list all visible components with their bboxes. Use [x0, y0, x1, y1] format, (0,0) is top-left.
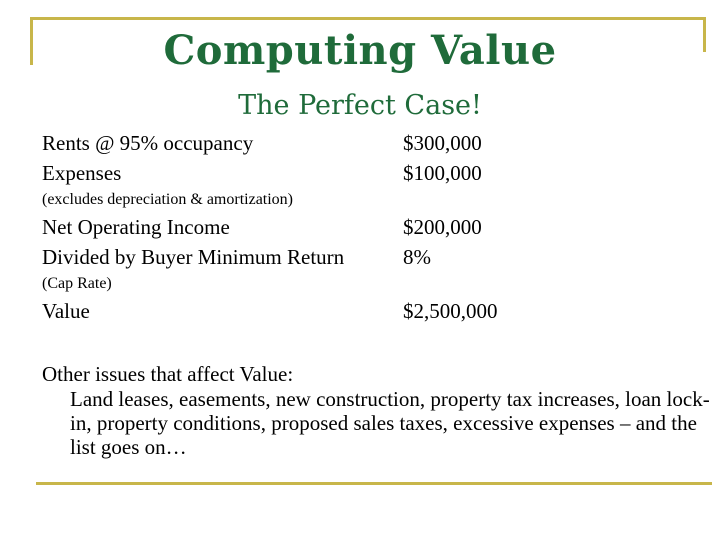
slide-title: Computing Value	[163, 27, 557, 74]
top-decorative-rule	[30, 17, 706, 20]
expenses-label: Expenses	[42, 161, 122, 185]
noi-label: Net Operating Income	[42, 215, 230, 239]
bottom-decorative-rule	[36, 482, 712, 485]
value-amount: $2,500,000	[403, 299, 498, 323]
value-label: Value	[42, 299, 90, 323]
other-issues-text: Land leases, easements, new construction, property tax increases, loan lock-in, property conditions, proposed sales taxes, excessive expenses – and the list goes on…	[70, 387, 710, 459]
rents-value: $300,000	[403, 131, 482, 155]
noi-value: $200,000	[403, 215, 482, 239]
buyer-return-label: Divided by Buyer Minimum Return	[42, 245, 345, 269]
slide-subtitle: The Perfect Case!	[238, 90, 482, 121]
rents-label: Rents @ 95% occupancy	[42, 131, 254, 155]
other-issues-heading: Other issues that affect Value:	[42, 362, 294, 386]
cap-rate-note: (Cap Rate)	[42, 275, 112, 292]
expenses-value: $100,000	[403, 161, 482, 185]
expenses-note: (excludes depreciation & amortization)	[42, 191, 294, 208]
buyer-return-value: 8%	[403, 245, 431, 269]
